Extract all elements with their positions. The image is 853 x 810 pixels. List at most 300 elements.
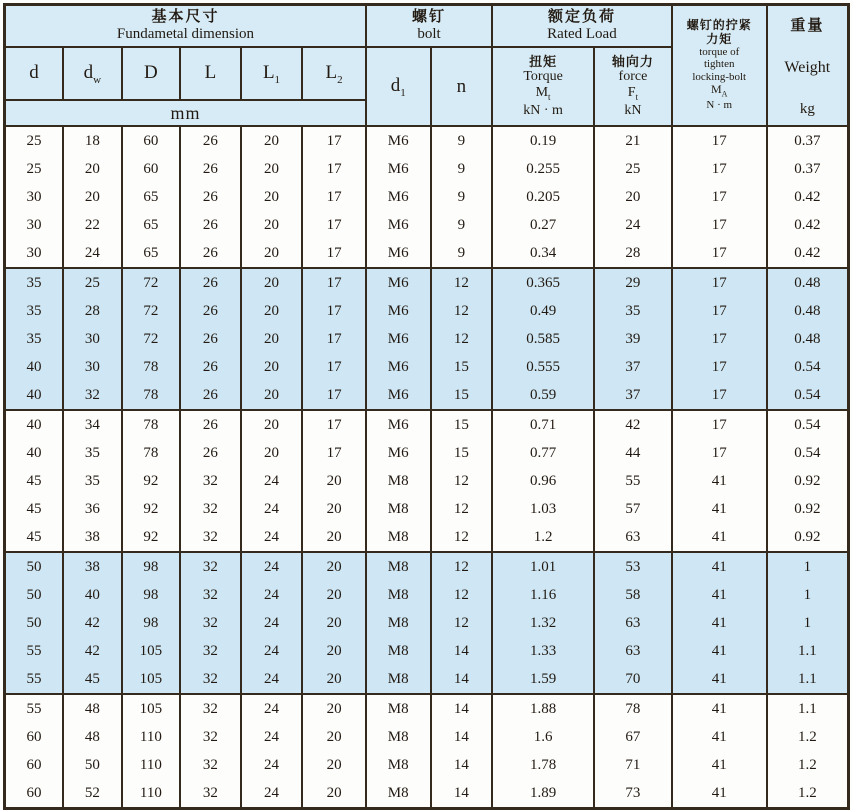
cell-tighten_torque: 17 bbox=[672, 381, 767, 410]
cell-d1: M8 bbox=[366, 552, 431, 581]
cell-L2: 17 bbox=[302, 325, 366, 353]
cell-dw: 48 bbox=[63, 723, 122, 751]
cell-d1: M6 bbox=[366, 297, 431, 325]
cell-L1: 24 bbox=[241, 637, 303, 665]
cell-D: 65 bbox=[122, 239, 181, 268]
cell-d: 25 bbox=[5, 126, 64, 155]
cell-tighten_torque: 41 bbox=[672, 581, 767, 609]
cell-L1: 24 bbox=[241, 552, 303, 581]
col-head-d: d bbox=[5, 47, 64, 100]
cell-dw: 35 bbox=[63, 439, 122, 467]
cell-L2: 17 bbox=[302, 381, 366, 410]
cell-L: 26 bbox=[180, 239, 241, 268]
table-row bbox=[5, 439, 849, 467]
cell-dw: 42 bbox=[63, 637, 122, 665]
axial-force-symbol: $F_t$ bbox=[627, 85, 639, 103]
cell-torque: 0.585 bbox=[492, 325, 594, 353]
cell-n: 9 bbox=[431, 183, 493, 211]
cell-d: 30 bbox=[5, 183, 64, 211]
cell-L1: 24 bbox=[241, 581, 303, 609]
tightening-torque-unit: N · m bbox=[706, 99, 733, 112]
header-bolt bbox=[366, 5, 492, 48]
cell-torque: 1.6 bbox=[492, 723, 594, 751]
cell-n: 12 bbox=[431, 495, 493, 523]
cell-dw: 28 bbox=[63, 297, 122, 325]
bolt-zh: 螺钉 bbox=[412, 9, 447, 26]
col-head-L1: $L_1$ bbox=[241, 47, 303, 100]
cell-D: 110 bbox=[122, 779, 181, 809]
cell-L1: 24 bbox=[241, 467, 303, 495]
cell-L2: 20 bbox=[302, 581, 366, 609]
cell-weight: 1.1 bbox=[767, 637, 849, 665]
cell-tighten_torque: 17 bbox=[672, 439, 767, 467]
table-row bbox=[5, 751, 849, 779]
cell-D: 78 bbox=[122, 353, 181, 381]
cell-force: 29 bbox=[594, 268, 672, 297]
cell-L2: 17 bbox=[302, 410, 366, 439]
cell-tighten_torque: 41 bbox=[672, 694, 767, 723]
cell-d1: M6 bbox=[366, 239, 431, 268]
torque-unit: kN · m bbox=[523, 102, 563, 118]
table-row bbox=[5, 637, 849, 665]
cell-weight: 0.54 bbox=[767, 353, 849, 381]
cell-L2: 20 bbox=[302, 637, 366, 665]
cell-d: 35 bbox=[5, 325, 64, 353]
cell-n: 12 bbox=[431, 552, 493, 581]
cell-d: 50 bbox=[5, 609, 64, 637]
cell-d: 40 bbox=[5, 381, 64, 410]
table-row bbox=[5, 297, 849, 325]
cell-d1: M8 bbox=[366, 723, 431, 751]
cell-dw: 20 bbox=[63, 155, 122, 183]
cell-force: 37 bbox=[594, 353, 672, 381]
cell-torque: 1.32 bbox=[492, 609, 594, 637]
cell-L: 32 bbox=[180, 723, 241, 751]
unit-mm-cell: mm bbox=[5, 100, 366, 126]
cell-d1: M8 bbox=[366, 609, 431, 637]
cell-n: 12 bbox=[431, 581, 493, 609]
cell-tighten_torque: 41 bbox=[672, 665, 767, 694]
fundamental-dimension-zh: 基本尺寸 bbox=[151, 9, 220, 26]
cell-tighten_torque: 17 bbox=[672, 126, 767, 155]
cell-n: 15 bbox=[431, 439, 493, 467]
cell-tighten_torque: 41 bbox=[672, 723, 767, 751]
cell-torque: 1.78 bbox=[492, 751, 594, 779]
cell-n: 12 bbox=[431, 297, 493, 325]
rated-load-zh: 额定负荷 bbox=[547, 9, 616, 26]
table-row bbox=[5, 325, 849, 353]
cell-L2: 20 bbox=[302, 552, 366, 581]
cell-L2: 17 bbox=[302, 439, 366, 467]
cell-L2: 17 bbox=[302, 155, 366, 183]
cell-n: 15 bbox=[431, 353, 493, 381]
cell-L1: 24 bbox=[241, 495, 303, 523]
table-row bbox=[5, 155, 849, 183]
cell-weight: 0.92 bbox=[767, 523, 849, 552]
cell-n: 9 bbox=[431, 126, 493, 155]
cell-L1: 20 bbox=[241, 297, 303, 325]
cell-force: 35 bbox=[594, 297, 672, 325]
cell-dw: 38 bbox=[63, 523, 122, 552]
cell-d: 55 bbox=[5, 665, 64, 694]
cell-d: 45 bbox=[5, 467, 64, 495]
cell-weight: 1 bbox=[767, 552, 849, 581]
cell-weight: 0.48 bbox=[767, 268, 849, 297]
cell-n: 14 bbox=[431, 637, 493, 665]
cell-L: 32 bbox=[180, 495, 241, 523]
cell-n: 15 bbox=[431, 410, 493, 439]
cell-d1: M8 bbox=[366, 467, 431, 495]
col-head-L: L bbox=[180, 47, 241, 100]
cell-L1: 20 bbox=[241, 155, 303, 183]
cell-L2: 17 bbox=[302, 268, 366, 297]
cell-L2: 20 bbox=[302, 495, 366, 523]
cell-dw: 42 bbox=[63, 609, 122, 637]
cell-weight: 1 bbox=[767, 581, 849, 609]
axial-force-en: force bbox=[618, 68, 648, 84]
cell-tighten_torque: 41 bbox=[672, 523, 767, 552]
cell-tighten_torque: 41 bbox=[672, 495, 767, 523]
cell-n: 12 bbox=[431, 467, 493, 495]
cell-L2: 17 bbox=[302, 353, 366, 381]
cell-L1: 20 bbox=[241, 268, 303, 297]
cell-tighten_torque: 41 bbox=[672, 637, 767, 665]
header-rated-load bbox=[492, 5, 672, 48]
cell-d: 55 bbox=[5, 637, 64, 665]
cell-torque: 0.96 bbox=[492, 467, 594, 495]
cell-dw: 36 bbox=[63, 495, 122, 523]
cell-L: 26 bbox=[180, 439, 241, 467]
cell-tighten_torque: 17 bbox=[672, 410, 767, 439]
cell-torque: 0.77 bbox=[492, 439, 594, 467]
torque-en: Torque bbox=[523, 68, 563, 84]
table-row bbox=[5, 211, 849, 239]
cell-L2: 20 bbox=[302, 723, 366, 751]
rated-load-en: Rated Load bbox=[547, 26, 617, 43]
cell-L2: 20 bbox=[302, 751, 366, 779]
cell-d1: M8 bbox=[366, 523, 431, 552]
cell-L: 26 bbox=[180, 410, 241, 439]
cell-L2: 20 bbox=[302, 779, 366, 809]
cell-D: 78 bbox=[122, 381, 181, 410]
table-row bbox=[5, 552, 849, 581]
cell-force: 24 bbox=[594, 211, 672, 239]
cell-D: 72 bbox=[122, 268, 181, 297]
cell-L: 26 bbox=[180, 381, 241, 410]
cell-n: 14 bbox=[431, 751, 493, 779]
cell-d1: M6 bbox=[366, 155, 431, 183]
cell-n: 12 bbox=[431, 325, 493, 353]
cell-torque: 1.16 bbox=[492, 581, 594, 609]
cell-L: 32 bbox=[180, 637, 241, 665]
cell-weight: 1.1 bbox=[767, 694, 849, 723]
cell-weight: 0.37 bbox=[767, 126, 849, 155]
cell-weight: 0.92 bbox=[767, 467, 849, 495]
cell-L1: 20 bbox=[241, 381, 303, 410]
cell-tighten_torque: 17 bbox=[672, 155, 767, 183]
weight-en: Weight bbox=[784, 58, 831, 76]
cell-D: 98 bbox=[122, 609, 181, 637]
cell-weight: 0.54 bbox=[767, 410, 849, 439]
cell-L: 26 bbox=[180, 183, 241, 211]
weight-unit: kg bbox=[799, 100, 815, 117]
cell-dw: 24 bbox=[63, 239, 122, 268]
table-row bbox=[5, 353, 849, 381]
cell-dw: 25 bbox=[63, 268, 122, 297]
cell-tighten_torque: 41 bbox=[672, 751, 767, 779]
cell-weight: 0.92 bbox=[767, 495, 849, 523]
cell-weight: 0.54 bbox=[767, 439, 849, 467]
cell-d1: M6 bbox=[366, 325, 431, 353]
tightening-torque-zh-line2: 力矩 bbox=[706, 31, 733, 46]
cell-n: 9 bbox=[431, 211, 493, 239]
cell-d1: M6 bbox=[366, 183, 431, 211]
cell-dw: 38 bbox=[63, 552, 122, 581]
axial-force-unit: kN bbox=[624, 102, 642, 118]
cell-d1: M8 bbox=[366, 665, 431, 694]
cell-force: 78 bbox=[594, 694, 672, 723]
cell-tighten_torque: 17 bbox=[672, 325, 767, 353]
header-fundamental-dimension bbox=[5, 5, 366, 48]
cell-n: 14 bbox=[431, 694, 493, 723]
cell-dw: 34 bbox=[63, 410, 122, 439]
cell-d1: M6 bbox=[366, 268, 431, 297]
cell-tighten_torque: 41 bbox=[672, 609, 767, 637]
cell-L1: 20 bbox=[241, 183, 303, 211]
cell-dw: 30 bbox=[63, 325, 122, 353]
cell-dw: 30 bbox=[63, 353, 122, 381]
weight-zh: 重量 bbox=[790, 17, 825, 34]
cell-torque: 0.71 bbox=[492, 410, 594, 439]
cell-weight: 1.2 bbox=[767, 779, 849, 809]
table-row bbox=[5, 183, 849, 211]
cell-d: 40 bbox=[5, 439, 64, 467]
row-group-1 bbox=[5, 126, 849, 268]
cell-d1: M8 bbox=[366, 779, 431, 809]
cell-D: 65 bbox=[122, 183, 181, 211]
cell-L: 32 bbox=[180, 665, 241, 694]
cell-weight: 1.1 bbox=[767, 665, 849, 694]
cell-D: 110 bbox=[122, 723, 181, 751]
cell-dw: 18 bbox=[63, 126, 122, 155]
dimension-load-table bbox=[3, 3, 850, 810]
cell-tighten_torque: 17 bbox=[672, 268, 767, 297]
cell-L1: 20 bbox=[241, 211, 303, 239]
cell-torque: 1.89 bbox=[492, 779, 594, 809]
col-head-L2: $L_2$ bbox=[302, 47, 366, 100]
cell-n: 9 bbox=[431, 239, 493, 268]
cell-n: 14 bbox=[431, 665, 493, 694]
cell-d1: M8 bbox=[366, 581, 431, 609]
cell-force: 44 bbox=[594, 439, 672, 467]
cell-weight: 0.48 bbox=[767, 297, 849, 325]
cell-L1: 20 bbox=[241, 410, 303, 439]
cell-L: 26 bbox=[180, 297, 241, 325]
cell-L1: 24 bbox=[241, 723, 303, 751]
cell-d: 50 bbox=[5, 552, 64, 581]
cell-d1: M6 bbox=[366, 439, 431, 467]
cell-weight: 0.42 bbox=[767, 211, 849, 239]
cell-L2: 17 bbox=[302, 183, 366, 211]
cell-force: 63 bbox=[594, 523, 672, 552]
cell-D: 65 bbox=[122, 211, 181, 239]
cell-D: 92 bbox=[122, 467, 181, 495]
cell-torque: 0.49 bbox=[492, 297, 594, 325]
row-group-3 bbox=[5, 410, 849, 552]
cell-force: 55 bbox=[594, 467, 672, 495]
cell-d1: M8 bbox=[366, 495, 431, 523]
cell-d1: M6 bbox=[366, 126, 431, 155]
cell-L2: 20 bbox=[302, 467, 366, 495]
cell-L: 32 bbox=[180, 609, 241, 637]
header-weight bbox=[767, 5, 849, 127]
col-head-axial-force bbox=[594, 47, 672, 126]
cell-n: 14 bbox=[431, 723, 493, 751]
cell-d: 40 bbox=[5, 353, 64, 381]
cell-weight: 1.2 bbox=[767, 751, 849, 779]
cell-force: 71 bbox=[594, 751, 672, 779]
table-row bbox=[5, 495, 849, 523]
cell-torque: 1.2 bbox=[492, 523, 594, 552]
table-row bbox=[5, 723, 849, 751]
table-row bbox=[5, 467, 849, 495]
cell-force: 20 bbox=[594, 183, 672, 211]
cell-torque: 0.59 bbox=[492, 381, 594, 410]
cell-L: 26 bbox=[180, 211, 241, 239]
row-group-5 bbox=[5, 694, 849, 809]
cell-d: 35 bbox=[5, 268, 64, 297]
cell-L1: 24 bbox=[241, 779, 303, 809]
cell-force: 21 bbox=[594, 126, 672, 155]
col-head-dw: $d_w$ bbox=[63, 47, 122, 100]
cell-d: 30 bbox=[5, 239, 64, 268]
cell-D: 105 bbox=[122, 637, 181, 665]
col-head-D: D bbox=[122, 47, 181, 100]
cell-force: 39 bbox=[594, 325, 672, 353]
bolt-en: bolt bbox=[417, 26, 441, 43]
cell-D: 98 bbox=[122, 581, 181, 609]
cell-weight: 1.2 bbox=[767, 723, 849, 751]
table-header bbox=[5, 5, 849, 127]
cell-D: 98 bbox=[122, 552, 181, 581]
cell-L2: 17 bbox=[302, 239, 366, 268]
cell-d1: M6 bbox=[366, 353, 431, 381]
cell-D: 60 bbox=[122, 155, 181, 183]
tightening-torque-en-line3: locking-bolt bbox=[692, 70, 747, 83]
table-row bbox=[5, 581, 849, 609]
tightening-torque-symbol: $M_A$ bbox=[711, 82, 728, 99]
header-tightening-torque bbox=[672, 5, 767, 127]
cell-L1: 24 bbox=[241, 694, 303, 723]
cell-D: 110 bbox=[122, 751, 181, 779]
cell-d1: M8 bbox=[366, 694, 431, 723]
cell-tighten_torque: 17 bbox=[672, 183, 767, 211]
cell-n: 9 bbox=[431, 155, 493, 183]
cell-tighten_torque: 41 bbox=[672, 779, 767, 809]
table-row bbox=[5, 694, 849, 723]
cell-L: 26 bbox=[180, 353, 241, 381]
torque-zh: 扭矩 bbox=[529, 53, 558, 69]
cell-force: 28 bbox=[594, 239, 672, 268]
table-row bbox=[5, 779, 849, 809]
cell-D: 78 bbox=[122, 410, 181, 439]
col-head-n: n bbox=[431, 47, 493, 126]
cell-L1: 20 bbox=[241, 126, 303, 155]
cell-L1: 24 bbox=[241, 609, 303, 637]
cell-weight: 0.48 bbox=[767, 325, 849, 353]
cell-L1: 20 bbox=[241, 325, 303, 353]
cell-D: 78 bbox=[122, 439, 181, 467]
cell-L: 26 bbox=[180, 268, 241, 297]
cell-d: 60 bbox=[5, 779, 64, 809]
cell-dw: 22 bbox=[63, 211, 122, 239]
cell-L2: 20 bbox=[302, 665, 366, 694]
cell-dw: 52 bbox=[63, 779, 122, 809]
cell-L: 32 bbox=[180, 552, 241, 581]
cell-n: 12 bbox=[431, 523, 493, 552]
cell-weight: 0.42 bbox=[767, 239, 849, 268]
tightening-torque-en-line2: tighten bbox=[703, 58, 735, 71]
cell-tighten_torque: 17 bbox=[672, 239, 767, 268]
cell-D: 92 bbox=[122, 495, 181, 523]
cell-n: 12 bbox=[431, 609, 493, 637]
cell-torque: 1.33 bbox=[492, 637, 594, 665]
cell-dw: 45 bbox=[63, 665, 122, 694]
cell-L2: 20 bbox=[302, 694, 366, 723]
table-row bbox=[5, 410, 849, 439]
cell-L: 32 bbox=[180, 581, 241, 609]
cell-force: 53 bbox=[594, 552, 672, 581]
cell-L: 32 bbox=[180, 523, 241, 552]
cell-L: 26 bbox=[180, 126, 241, 155]
col-head-d1: $d_1$ bbox=[366, 47, 431, 126]
cell-tighten_torque: 41 bbox=[672, 552, 767, 581]
cell-d1: M6 bbox=[366, 211, 431, 239]
cell-weight: 0.54 bbox=[767, 381, 849, 410]
cell-force: 25 bbox=[594, 155, 672, 183]
cell-dw: 32 bbox=[63, 381, 122, 410]
cell-L1: 20 bbox=[241, 353, 303, 381]
cell-tighten_torque: 17 bbox=[672, 353, 767, 381]
cell-L1: 20 bbox=[241, 439, 303, 467]
table-row bbox=[5, 239, 849, 268]
cell-d1: M8 bbox=[366, 637, 431, 665]
cell-L2: 17 bbox=[302, 211, 366, 239]
col-head-torque bbox=[492, 47, 594, 126]
table-row bbox=[5, 523, 849, 552]
header-group-row bbox=[5, 5, 849, 48]
cell-L2: 20 bbox=[302, 523, 366, 552]
tightening-torque-zh-line1: 螺钉的拧紧 bbox=[686, 18, 752, 33]
cell-L: 32 bbox=[180, 467, 241, 495]
cell-L2: 20 bbox=[302, 609, 366, 637]
cell-d: 40 bbox=[5, 410, 64, 439]
row-group-4 bbox=[5, 552, 849, 694]
cell-L: 32 bbox=[180, 751, 241, 779]
axial-force-zh: 轴向力 bbox=[611, 53, 654, 69]
cell-d: 45 bbox=[5, 523, 64, 552]
cell-d: 60 bbox=[5, 751, 64, 779]
cell-L2: 17 bbox=[302, 297, 366, 325]
row-group-2 bbox=[5, 268, 849, 410]
table-row bbox=[5, 268, 849, 297]
cell-force: 63 bbox=[594, 637, 672, 665]
cell-force: 70 bbox=[594, 665, 672, 694]
cell-force: 37 bbox=[594, 381, 672, 410]
fundamental-dimension-en: Fundametal dimension bbox=[116, 26, 254, 43]
cell-n: 12 bbox=[431, 268, 493, 297]
cell-L: 32 bbox=[180, 694, 241, 723]
